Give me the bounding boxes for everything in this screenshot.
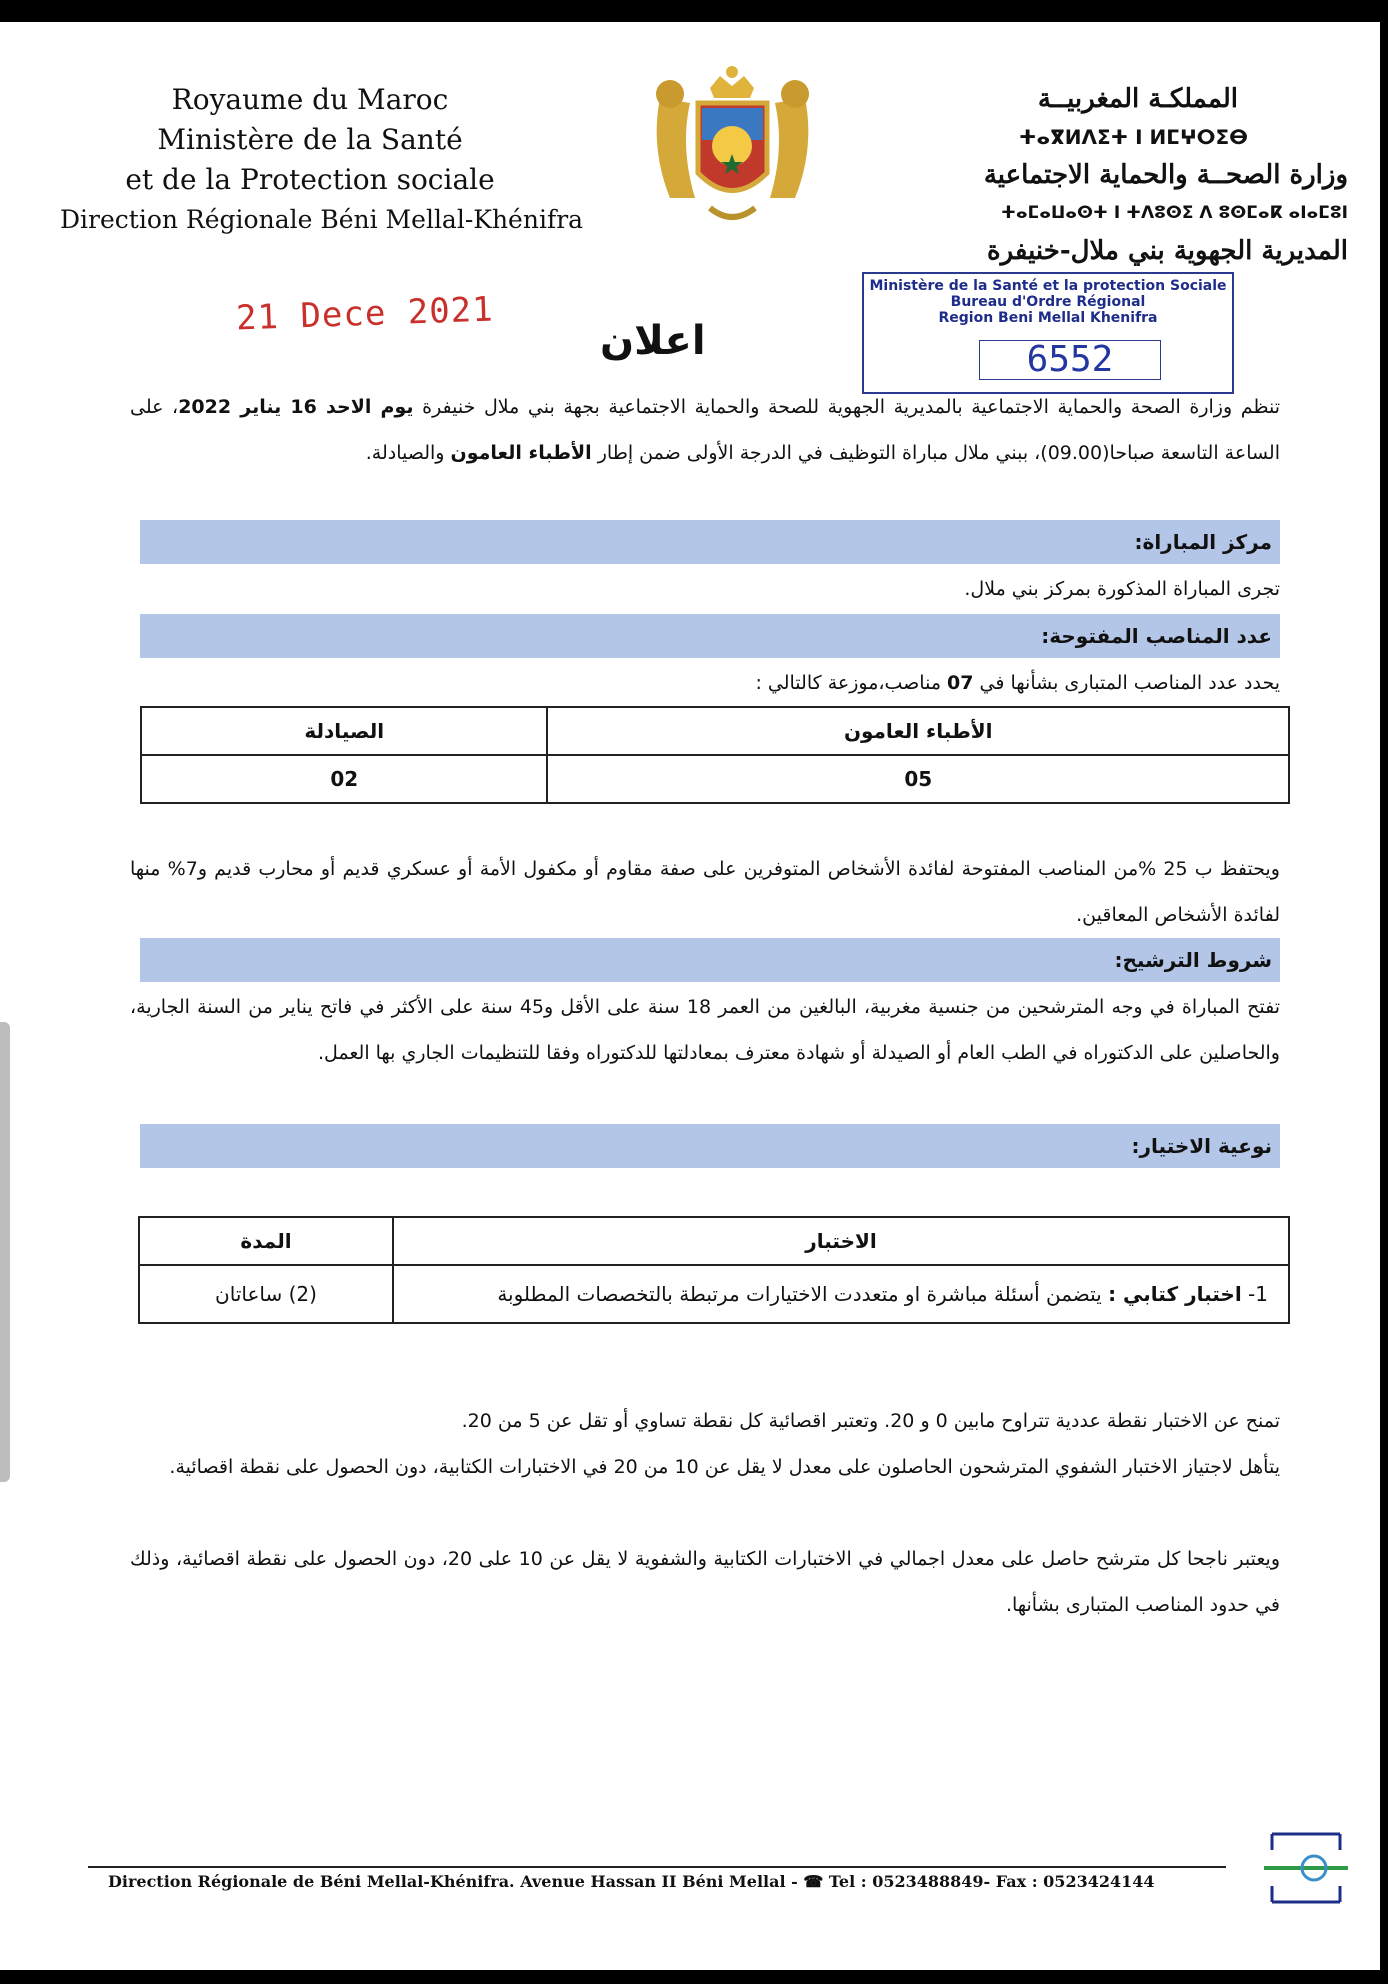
intro-paragraph — [130, 384, 1280, 476]
section-center-title: مركز المباراة: — [140, 520, 1280, 564]
reg-stamp-ministry: Ministère de la Santé et la protection Sociale — [869, 278, 1227, 294]
right-black-border — [1380, 0, 1388, 1984]
exam-table-row — [139, 1265, 1289, 1323]
intro-date: يوم الاحد 16 يناير 2022 — [178, 396, 414, 418]
header-ar-ministry: وزارة الصحــة والحماية الاجتماعية — [983, 160, 1348, 190]
posts-value-doctors: 05 — [547, 755, 1289, 803]
top-black-border — [0, 0, 1388, 22]
posts-table — [140, 706, 1290, 804]
section-conditions-title: شروط الترشيح: — [140, 938, 1280, 982]
royal-emblem-icon — [640, 58, 825, 230]
posts-count: 07 — [947, 672, 974, 694]
exam-table — [138, 1216, 1290, 1324]
header-ar-kingdom: المملكـة المغربيــة — [1037, 84, 1238, 114]
header-ar-direction: المديرية الجهوية بني ملال-خنيفرة — [986, 236, 1348, 266]
exam-header-duration: المدة — [139, 1217, 393, 1265]
header-ar-tifinagh-ministry: ⵜⴰⵎⴰⵡⴰⵙⵜ ⵏ ⵜⴷⵓⵙⵉ ⴷ ⵓⵙⵎⴰⴽ ⴰⵏⴰⵎⵓⵏ — [1001, 203, 1348, 223]
intro-part2: ، على الساعة التاسعة صباحا(09.00)، ببني ملال مباراة التوظيف في الدرجة الأولى ضمن إطار — [130, 396, 1280, 464]
section-selection-title: نوعية الاختيار: — [140, 1124, 1280, 1168]
exam-row-index: 1- — [1248, 1282, 1268, 1306]
reg-stamp-number: 6552 — [979, 340, 1161, 380]
exam-table-header-row — [139, 1217, 1289, 1265]
intro-part3: والصيادلة. — [365, 442, 451, 464]
header-fr-protection: et de la Protection sociale — [125, 163, 495, 196]
exam-row-text: يتضمن أسئلة مباشرة او متعددت الاختيارات مرتبطة بالتخصصات المطلوبة — [497, 1282, 1109, 1306]
reserve-paragraph: ويحتفظ ب 25 %من المناصب المفتوحة لفائدة الأشخاص المتوفرين على صفة مقاوم أو مكفول الأمة أو عسكري قديم أو محارب قديم و7% منها لفائدة الأشخاص المعاقين. — [130, 858, 1280, 926]
date-stamp: 21 Dece 2021 — [235, 289, 495, 339]
exam-header-exam: الاختبار — [393, 1217, 1289, 1265]
section-posts-title: عدد المناصب المفتوحة: — [140, 614, 1280, 658]
intro-grade: الأطباء العامون — [450, 442, 592, 464]
posts-table-value-row — [141, 755, 1289, 803]
posts-text-post: مناصب،موزعة كالتالي : — [755, 672, 948, 694]
closing-success-paragraph: ويعتبر ناجحا كل مترشح حاصل على معدل اجمالي في الاختبارات الكتابية والشفوية لا يقل عن 10 على 20، دون الحصول على نقطة اقصائية، وذلك في حدود المناصب المتبارى بشأنها. — [130, 1548, 1280, 1616]
posts-header-pharmacists: الصيادلة — [141, 707, 547, 755]
exam-row-description — [393, 1265, 1289, 1323]
closing-score-paragraph: تمنح عن الاختبار نقطة عددية تتراوح مابين 0 و 20. وتعتبر اقصائية كل نقطة تساوي أو تقل عن 5 من 20. — [461, 1410, 1280, 1432]
exam-row-type: اختبار كتابي : — [1108, 1282, 1242, 1306]
conditions-paragraph: تفتح المباراة في وجه المترشحين من جنسية مغربية، البالغين من العمر 18 سنة على الأقل و45 سنة على الأكثر في فاتح يناير من السنة الجارية، والحاصلين على الدكتوراه في الطب العام أو الصيدلة أو شهادة معترف بمعادلتها للدكتوراه وفقا للتنظيمات الجاري بها العمل. — [130, 996, 1280, 1064]
bottom-black-border — [0, 1970, 1388, 1984]
posts-table-header-row — [141, 707, 1289, 755]
scroll-edge-tab[interactable] — [0, 1022, 10, 1482]
registration-stamp — [862, 272, 1234, 394]
header-arabic — [908, 80, 1348, 270]
center-text: تجرى المباراة المذكورة بمركز بني ملال. — [964, 578, 1280, 600]
header-ar-tifinagh-kingdom: ⵜⴰⴳⵍⴷⵉⵜ ⵏ ⵍⵎⵖⵔⵉⴱ — [1018, 125, 1248, 149]
posts-header-doctors: الأطباء العامون — [547, 707, 1289, 755]
closing-oral-paragraph: يتأهل لاجتياز الاختبار الشفوي المترشحون الحاصلون على معدل لا يقل عن 10 من 20 في الاختبارات الكتابية، دون الحصول على نقطة اقصائية. — [169, 1456, 1280, 1478]
posts-value-pharmacists: 02 — [141, 755, 547, 803]
reg-stamp-region: Region Beni Mellal Khenifra — [938, 310, 1158, 326]
exam-row-duration: (2) ساعاتان — [139, 1265, 393, 1323]
header-fr-kingdom: Royaume du Maroc — [171, 83, 449, 116]
reg-stamp-bureau: Bureau d'Ordre Régional — [950, 294, 1146, 310]
footer-address: Direction Régionale de Béni Mellal-Khénifra. Avenue Hassan II Béni Mellal - ☎ Tel : 0523488849- Fax : 0523424144 — [108, 1872, 1155, 1891]
header-fr-direction: Direction Régionale Béni Mellal-Khénifra — [60, 205, 584, 234]
posts-text — [130, 660, 1280, 706]
health-ministry-logo-icon — [1258, 1830, 1354, 1906]
footer-divider — [88, 1866, 1226, 1868]
announcement-title: اعلان — [600, 318, 706, 364]
posts-text-pre: يحدد عدد المناصب المتبارى بشأنها في — [973, 672, 1280, 694]
header-fr-ministry: Ministère de la Santé — [157, 123, 463, 156]
intro-part1: تنظم وزارة الصحة والحماية الاجتماعية بالمديرية الجهوية للصحة والحماية الاجتماعية بجهة بني ملال خنيفرة — [413, 396, 1280, 418]
header-french — [60, 80, 584, 240]
